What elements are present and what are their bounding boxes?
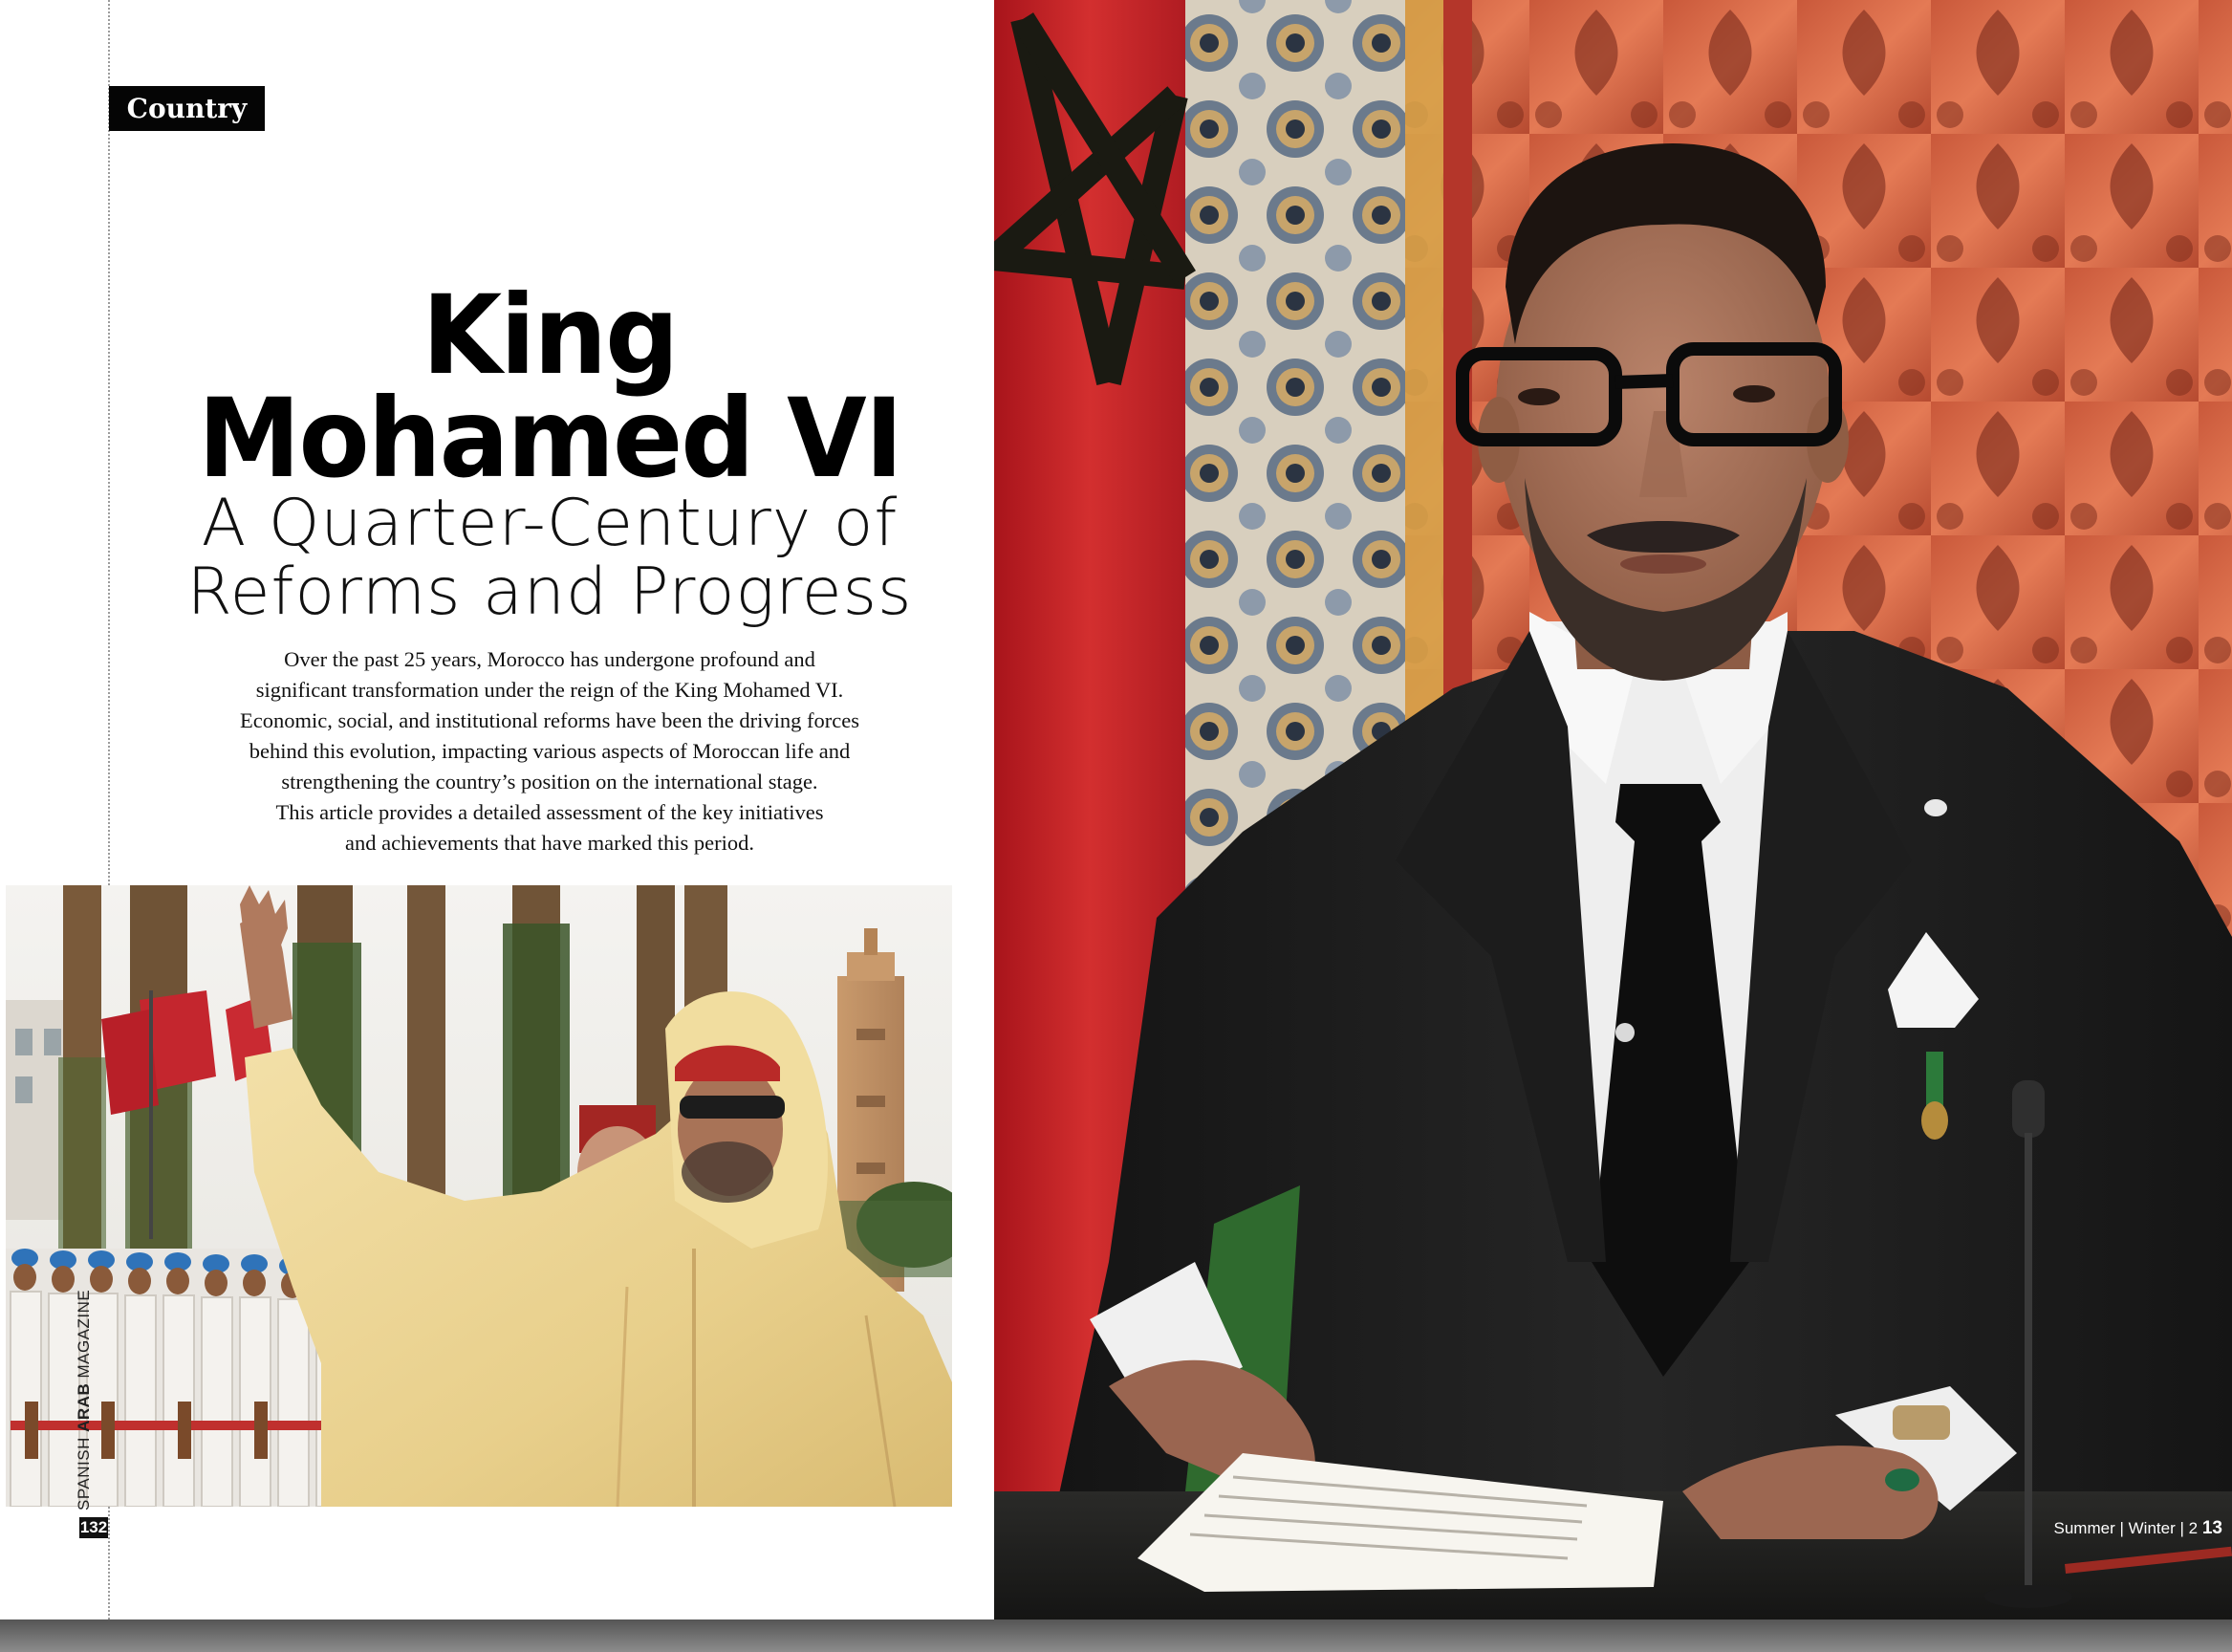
headline-line-1: King [422, 272, 678, 400]
footer-season-1: Summer [2053, 1519, 2115, 1537]
left-page-number: 132 [79, 1518, 108, 1536]
footer-separator: | [2119, 1519, 2124, 1537]
intro-line: Economic, social, and institutional reforms have been the driving forces [240, 708, 859, 732]
headline-line-2: Mohamed VI [198, 376, 901, 503]
spine-label-part-3: MAGAZINE [75, 1289, 93, 1379]
intro-line: behind this evolution, impacting various aspects of Moroccan life and [249, 739, 851, 763]
intro-line: strengthening the country’s position on the international stage. [281, 770, 818, 793]
royal-portrait-photo [994, 0, 2232, 1619]
subheadline-line-2: Reforms and Progress [186, 554, 913, 630]
spine-label-part-1: SPANISH [75, 1437, 93, 1511]
article-subheadline [153, 486, 946, 630]
footer-year: 2 [2188, 1519, 2199, 1537]
intro-line: and achievements that have marked this period. [345, 831, 754, 855]
subheadline-line-1: A Quarter-Century of [201, 486, 899, 561]
waving-king-photo [6, 885, 952, 1507]
right-page-footer [2054, 1518, 2222, 1539]
viewer-bottom-edge [0, 1619, 2232, 1652]
footer-season-2: Winter [2128, 1519, 2176, 1537]
footer-separator: | [2179, 1519, 2184, 1537]
intro-line: significant transformation under the reign of the King Mohamed VI. [255, 678, 844, 702]
intro-line: This article provides a detailed assessment of the key initiatives [275, 800, 824, 824]
section-tag: Country [109, 86, 265, 131]
magazine-spine-label [75, 1290, 94, 1511]
right-page [994, 0, 2232, 1619]
article-headline [163, 272, 937, 503]
left-page [0, 0, 994, 1619]
spine-label-part-2: ARAB [75, 1382, 93, 1432]
right-page-number: 13 [2201, 1518, 2222, 1538]
article-intro [163, 644, 937, 859]
intro-line: Over the past 25 years, Morocco has undergone profound and [284, 647, 815, 671]
